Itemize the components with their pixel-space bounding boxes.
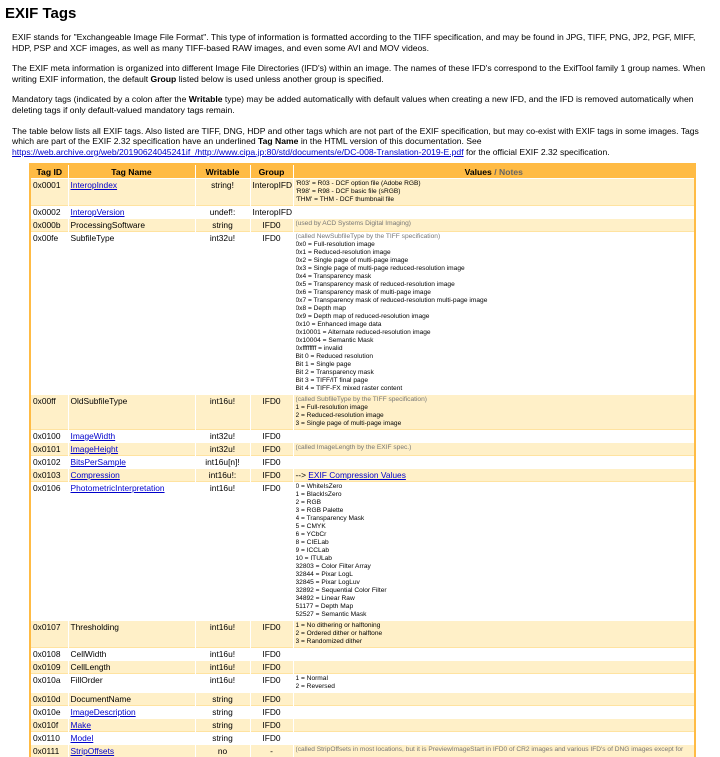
values-list [296,622,693,646]
table-row [31,231,694,394]
writable-cell: int32u! [195,429,250,442]
tag-name-cell [68,660,195,673]
value-line: 0x1 = Reduced-resolution image [295,248,391,256]
col-writable: Writable [195,165,250,178]
tag-name-link[interactable]: StripOffsets [70,745,115,756]
table-row [31,455,694,468]
table-body [31,178,694,757]
writable-cell: int16u[n]! [195,455,250,468]
value-line: Bit 1 = Single page [295,360,352,368]
value-line: 32892 = Sequential Color Filter [295,586,387,594]
value-line: 51177 = Depth Map [295,602,354,610]
tag-name-cell [68,481,195,620]
tag-name-text: SubfileType [70,232,115,243]
values-cell [293,455,694,468]
exif-spec-link[interactable]: https://web.archive.org/web/20190624045241if_/http://www.cipa.jp:80/std/documents/e/DC-008-Translation-2019-E.pdf [12,146,464,157]
group-cell: IFD0 [250,660,293,673]
col-tag-name: Tag Name [68,165,195,178]
group-cell: - [250,744,293,757]
writable-cell: string! [195,178,250,205]
value-line: 'R98' = R98 - DCF basic file (sRGB) [295,187,401,195]
writable-cell: string [195,718,250,731]
values-list [296,220,693,228]
value-line: 2 = RGB [295,498,321,506]
tag-name-link[interactable]: ImageWidth [70,430,116,441]
tag-id-cell: 0x00fe [31,231,68,394]
values-cell [293,705,694,718]
writable-cell: int16u! [195,660,250,673]
values-cell [293,442,694,455]
value-line: 0x7 = Transparency mask of reduced-resolution multi-page image [295,296,488,304]
table-intro-end: for the official EXIF 2.32 specification. [463,146,610,157]
ifd-paragraph [12,63,714,84]
table-row [31,620,694,647]
value-note: (called NewSubfileType by the TIFF specification) [295,232,441,240]
tag-id-cell: 0x0101 [31,442,68,455]
tag-id-cell: 0x000b [31,218,68,231]
tag-name-cell [68,205,195,218]
exif-tags-table [31,165,694,757]
values-cell [293,647,694,660]
value-line: 52527 = Semantic Mask [295,610,367,618]
values-cell [293,178,694,205]
table-row [31,718,694,731]
table-header-row [31,165,694,178]
group-cell: InteropIFD [250,178,293,205]
col-tag-id: Tag ID [31,165,68,178]
tag-id-cell: 0x0102 [31,455,68,468]
group-cell: IFD0 [250,718,293,731]
value-line: 'THM' = THM - DCF thumbnail file [295,195,395,203]
tag-name-cell [68,692,195,705]
value-line: 'R03' = R03 - DCF option file (Adobe RGB) [295,179,421,187]
values-list [296,746,693,754]
tag-name-cell [68,731,195,744]
tag-name-text: DocumentName [70,693,132,704]
table-row [31,394,694,429]
group-cell: IFD0 [250,218,293,231]
value-line: 32845 = Pixar LogLuv [295,578,360,586]
values-cell [293,620,694,647]
values-list [296,180,693,204]
values-link-wrap [296,470,406,480]
values-cell [293,205,694,218]
value-line: 2 = Ordered dither or halftone [295,629,383,637]
tag-name-text: Thresholding [70,621,119,632]
values-cell [293,481,694,620]
values-list [296,483,693,619]
values-cell [293,231,694,394]
group-cell: IFD0 [250,481,293,620]
group-cell: InteropIFD [250,205,293,218]
value-line: 32803 = Color Filter Array [295,562,371,570]
tag-name-link[interactable]: Compression [70,469,120,480]
tag-name-text: OldSubfileType [70,395,128,406]
tag-name-link[interactable]: BitsPerSample [70,456,126,467]
value-line: 0x8 = Depth map [295,304,346,312]
value-line: 0x4 = Transparency mask [295,272,372,280]
group-cell: IFD0 [250,429,293,442]
tag-name-link[interactable]: InteropIndex [70,179,118,190]
tag-name-link[interactable]: Make [70,719,91,730]
table-row [31,731,694,744]
values-cell [293,660,694,673]
group-cell: IFD0 [250,731,293,744]
group-bold: Group [150,73,177,84]
value-line: Bit 2 = Transparency mask [295,368,374,376]
col-notes: Notes [499,166,523,177]
value-line: 8 = CIELab [295,538,329,546]
tag-name-text: ProcessingSoftware [70,219,145,230]
writable-cell: int16u! [195,620,250,647]
value-line: 0x10001 = Alternate reduced-resolution image [295,328,431,336]
tag-name-link[interactable]: ImageHeight [70,443,118,454]
tag-id-cell: 0x0109 [31,660,68,673]
value-line: 3 = RGB Palette [295,506,344,514]
values-cell [293,468,694,481]
tag-id-cell: 0x0107 [31,620,68,647]
group-cell: IFD0 [250,705,293,718]
value-line: 6 = YCbCr [295,530,327,538]
table-row [31,218,694,231]
value-line: 0x6 = Transparency mask of multi-page image [295,288,431,296]
value-line: 0x3 = Single page of multi-page reduced-resolution image [295,264,465,272]
group-cell: IFD0 [250,442,293,455]
value-line: 2 = Reduced-resolution image [295,411,384,419]
writable-cell: int16u! [195,647,250,660]
writable-cell: undef!: [195,205,250,218]
tag-name-cell [68,394,195,429]
values-cell [293,718,694,731]
table-row [31,647,694,660]
values-cell [293,731,694,744]
value-note: (called SubfileType by the TIFF specification) [295,395,427,403]
group-cell: IFD0 [250,455,293,468]
mandatory-text-end: type) may be added automatically with default values when creating a new IFD, and the IFD is removed automatically when deleting tags if only default-valued mandatory tags remain. [12,94,694,115]
intro-paragraph [12,32,714,53]
tag-name-cell [68,705,195,718]
value-line: 3 = Single page of multi-page image [295,419,402,427]
value-line: 1 = Full-resolution image [295,403,368,411]
values-list [296,396,693,428]
tag-name-cell [68,218,195,231]
tag-id-cell: 0x010d [31,692,68,705]
writable-cell: int16u!: [195,468,250,481]
tag-id-cell: 0x00ff [31,394,68,429]
table-row [31,429,694,442]
value-line: 0 = WhiteIsZero [295,482,343,490]
tag-id-cell: 0x0001 [31,178,68,205]
arrow-text: --> [295,469,309,480]
tag-name-link[interactable]: InteropVersion [70,206,125,217]
writable-cell: string [195,731,250,744]
tag-name-cell [68,718,195,731]
value-line: 32844 = Pixar LogL [295,570,353,578]
value-line: 0x10 = Enhanced image data [295,320,382,328]
values-list [296,233,693,393]
group-cell: IFD0 [250,692,293,705]
tag-name-cell [68,442,195,455]
tag-id-cell: 0x0110 [31,731,68,744]
writable-cell: int32u! [195,442,250,455]
writable-cell: string [195,218,250,231]
tag-id-cell: 0x0108 [31,647,68,660]
value-line: 1 = BlackIsZero [295,490,342,498]
value-line: 0x10004 = Semantic Mask [295,336,374,344]
tag-id-cell: 0x010f [31,718,68,731]
table-row [31,673,694,692]
value-line: 4 = Transparency Mask [295,514,365,522]
table-intro-paragraph [12,126,714,158]
page-title: EXIF Tags [5,5,77,22]
table-row [31,205,694,218]
writable-cell: int16u! [195,481,250,620]
values-cell [293,692,694,705]
values-cell [293,429,694,442]
value-note: (called ImageLength by the EXIF spec.) [295,443,412,451]
table-row [31,692,694,705]
group-cell: IFD0 [250,394,293,429]
writable-cell: int16u! [195,673,250,692]
tag-id-cell: 0x0002 [31,205,68,218]
tag-name-cell [68,744,195,757]
table-row [31,705,694,718]
tag-name-cell [68,178,195,205]
tag-name-text: CellLength [70,661,111,672]
tag-id-cell: 0x0106 [31,481,68,620]
table-row [31,442,694,455]
table-intro-text: The table below lists all EXIF tags. Also listed are TIFF, DNG, HDP and other tags which are not part of the EXIF specification, but may co-exist with EXIF tags in some images. Tags which are part of the EXIF 2.32 specification have an underlined [12,125,699,147]
col-values-notes [293,165,694,178]
table-row [31,481,694,620]
group-cell: IFD0 [250,468,293,481]
values-list [296,444,693,452]
exif-tags-table-frame [29,163,696,757]
value-line: 3 = Randomized dither [295,637,363,645]
value-line: 0x5 = Transparency mask of reduced-resolution image [295,280,455,288]
value-line: 5 = CMYK [295,522,326,530]
mandatory-text: Mandatory tags (indicated by a colon after the [12,94,189,105]
ifd-text: The EXIF meta information is organized into different Image File Directories (IFD's) within an image. The names of these IFD's correspond to the ExifTool family 1 group names. When writing EXIF information, the default [12,63,706,84]
group-cell: IFD0 [250,231,293,394]
tag-id-cell: 0x0111 [31,744,68,757]
table-row [31,178,694,205]
tag-name-bold: Tag Name [258,136,299,147]
tag-name-cell [68,673,195,692]
value-line: 0x2 = Single page of multi-page image [295,256,409,264]
values-cell [293,218,694,231]
table-row [31,660,694,673]
tag-name-cell [68,455,195,468]
group-cell: IFD0 [250,673,293,692]
writable-cell: int16u! [195,394,250,429]
ifd-text-end: listed below is used unless another group is specified. [176,73,384,84]
values-list [296,675,693,691]
col-values: Values [464,166,492,177]
tag-id-cell: 0x0100 [31,429,68,442]
tag-name-link[interactable]: ImageDescription [70,706,136,717]
writable-cell: string [195,692,250,705]
writable-cell: int32u! [195,231,250,394]
value-line: Bit 3 = TIFF/IT final page [295,376,369,384]
tag-id-cell: 0x010e [31,705,68,718]
value-line: 0x9 = Depth map of reduced-resolution image [295,312,430,320]
writable-cell: no [195,744,250,757]
value-line: 0xffffffff = invalid [295,344,343,352]
value-line: 10 = ITULab [295,554,332,562]
values-cell [293,744,694,757]
tag-name-link[interactable]: PhotometricInterpretation [70,482,165,493]
table-row [31,468,694,481]
tag-name-cell [68,468,195,481]
tag-name-cell [68,620,195,647]
values-cell [293,673,694,692]
tag-name-link[interactable]: Model [70,732,94,743]
value-line: 1 = Normal [295,674,328,682]
group-cell: IFD0 [250,647,293,660]
tag-name-text: FillOrder [70,674,103,685]
value-line: 1 = No dithering or halftoning [295,621,381,629]
value-note: (used by ACD Systems Digital Imaging) [295,219,411,227]
value-line: 0x0 = Full-resolution image [295,240,375,248]
writable-cell: string [195,705,250,718]
tag-id-cell: 0x010a [31,673,68,692]
writable-bold: Writable [188,94,223,105]
mandatory-paragraph [12,94,714,115]
col-sep: / [491,166,499,177]
value-line: 34892 = Linear Raw [295,594,355,602]
tag-name-cell [68,429,195,442]
value-line: 9 = ICCLab [295,546,330,554]
tag-id-cell: 0x0103 [31,468,68,481]
tag-name-cell [68,231,195,394]
values-cell [293,394,694,429]
table-row [31,744,694,757]
group-cell: IFD0 [250,620,293,647]
tag-name-cell [68,647,195,660]
col-group: Group [250,165,293,178]
value-line: Bit 0 = Reduced resolution [295,352,374,360]
compression-values-link[interactable]: EXIF Compression Values [308,469,406,480]
intro-text: EXIF stands for "Exchangeable Image File Format". This type of information is formatted according to the TIFF specification, and may be found in JPG, TIFF, PNG, JP2, PGF, MIFF, HDP, PSP and XCF images, as well as many TIFF-based RAW images, and even some AVI and MOV videos. [12,32,696,53]
value-line: 2 = Reversed [295,682,335,690]
value-line: Bit 4 = TIFF-FX mixed raster content [295,384,403,392]
tag-name-text: CellWidth [70,648,107,659]
value-note: (called StripOffsets in most locations, but it is PreviewImageStart in IFD0 of CR2 images and various IFD's of DNG images except for [295,745,684,753]
table-intro-mid: in the HTML version of this documentation. See [298,136,482,147]
